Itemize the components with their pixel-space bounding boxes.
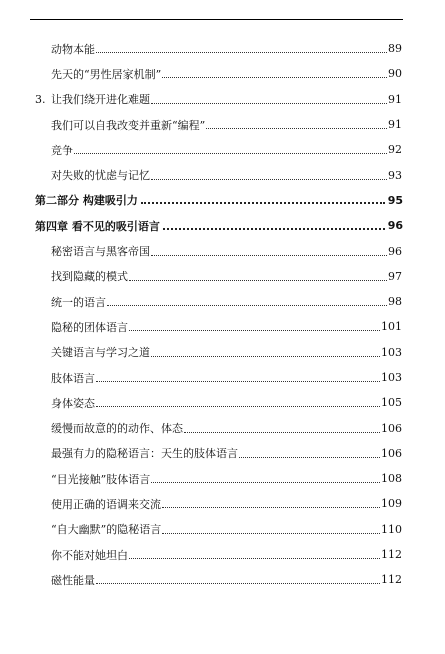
toc-entry-page: 91 [388,92,402,106]
toc-entry-page: 106 [381,446,402,460]
dot-leader [151,255,387,256]
toc-entry[interactable] [0,365,445,390]
toc-entry[interactable] [0,415,445,440]
toc-entry[interactable] [0,112,445,137]
toc-entry-title: 缓慢而故意的的动作、体态 [51,422,183,436]
toc-entry-title: “目光接触”肢体语言 [51,472,151,486]
toc-entry-title: 身体姿态 [51,396,95,410]
dot-leader [129,330,380,331]
toc-entry-page: 103 [381,345,402,359]
toc-entry[interactable] [0,36,445,61]
toc-entry-title: 竞争 [51,143,73,157]
toc-entry-page: 96 [387,219,403,233]
dot-leader [107,305,387,306]
toc-entry-title: 让我们绕开进化难题 [51,93,150,107]
dot-leader [151,179,387,180]
dot-leader [239,457,380,458]
toc-entry-title: 磁性能量 [51,573,95,587]
toc-entry-page: 89 [388,42,402,56]
toc-part-heading[interactable] [0,188,445,213]
toc-entry[interactable] [0,137,445,162]
toc-list [0,36,445,593]
toc-entry-page: 112 [381,548,402,562]
toc-entry-title: 统一的语言 [51,295,106,309]
toc-entry[interactable] [0,466,445,491]
toc-entry-page: 110 [381,522,402,536]
toc-entry-page: 108 [381,472,402,486]
toc-entry-title: “自大幽默”的隐秘语言 [51,523,162,537]
toc-entry[interactable] [0,314,445,339]
toc-entry-title: 第四章 看不见的吸引语言 [35,219,160,233]
toc-entry-page: 90 [388,67,402,81]
toc-entry-title: 我们可以自我改变并重新“编程” [51,118,206,132]
toc-entry[interactable] [0,340,445,365]
toc-entry[interactable] [0,264,445,289]
dot-leader [184,432,380,433]
toc-entry[interactable] [0,390,445,415]
dot-leader [96,406,380,407]
toc-entry-title: 最强有力的隐秘语言：天生的肢体语言 [51,447,238,461]
toc-entry-title: 使用正确的语调来交流 [51,497,161,511]
dot-leader [206,128,387,129]
toc-entry-page: 93 [388,168,402,182]
dot-leader [163,228,385,230]
toc-entry[interactable] [0,238,445,263]
toc-entry-page: 105 [381,396,402,410]
toc-entry-title: 动物本能 [51,42,95,56]
dot-leader [162,507,380,508]
dot-leader [96,583,380,584]
toc-entry-page: 96 [388,244,402,258]
toc-entry[interactable] [0,517,445,542]
toc-entry-title: 你不能对她坦白 [51,548,128,562]
toc-entry-page: 103 [381,371,402,384]
toc-entry-title: 关键语言与学习之道 [51,346,150,360]
toc-entry-title: 肢体语言 [51,371,95,385]
header-rule [30,19,403,20]
toc-entry[interactable] [0,491,445,516]
toc-entry-page: 91 [388,118,402,132]
dot-leader [162,533,380,534]
toc-entry-title: 第二部分 构建吸引力 [35,194,138,208]
dot-leader [129,280,387,281]
toc-entry-page: 109 [381,497,402,511]
dot-leader [129,558,380,559]
toc-entry-title: 对失败的忧虑与记忆 [51,169,150,183]
toc-entry[interactable] [0,289,445,314]
toc-part-heading[interactable] [0,213,445,238]
toc-entry-page: 92 [388,143,402,157]
toc-entry-page: 95 [387,193,403,207]
toc-entry[interactable] [0,441,445,466]
dot-leader [74,153,387,154]
dot-leader [162,77,387,78]
dot-leader [96,52,387,53]
toc-entry[interactable] [0,162,445,187]
toc-entry-page: 106 [381,421,402,435]
toc-entry[interactable] [0,61,445,86]
dot-leader [151,356,380,357]
toc-entry-page: 98 [388,295,402,309]
toc-entry-page: 97 [388,269,402,283]
toc-entry-number: 3. [35,92,46,106]
toc-entry-page: 101 [381,320,402,334]
dot-leader [141,202,385,204]
toc-entry[interactable] [0,87,445,112]
toc-entry[interactable] [0,567,445,592]
toc-entry-page: 112 [381,573,402,587]
dot-leader [96,381,380,382]
toc-entry[interactable] [0,542,445,567]
toc-entry-title: 秘密语言与黑客帝国 [51,245,150,259]
dot-leader [151,482,380,483]
toc-entry-title: 先天的“男性居家机制” [51,67,162,81]
toc-entry-title: 找到隐藏的模式 [51,270,128,284]
toc-entry-title: 隐秘的团体语言 [51,320,128,334]
dot-leader [151,103,387,104]
